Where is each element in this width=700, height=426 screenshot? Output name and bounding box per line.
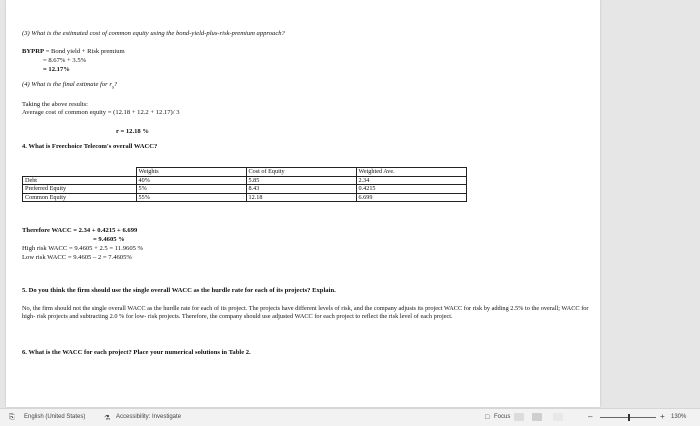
focus-icon: □	[485, 414, 490, 421]
focus-button[interactable]: Focus	[494, 414, 511, 420]
table-header-row	[23, 168, 467, 177]
question-5: 5. Do you think the firm should use the single overall WACC as the hurdle rate for each of its projects? Explain.	[22, 287, 336, 294]
web-layout-icon[interactable]	[553, 413, 563, 421]
table-cell: 8.43	[246, 185, 356, 194]
therefore-wacc-result: = 9.4605 %	[93, 236, 125, 243]
question-6: 6. What is the WACC for each project? Place your numerical solutions in Table 2.	[22, 349, 251, 356]
zoom-in-icon[interactable]: +	[660, 412, 665, 421]
taking-results: Taking the above results:	[22, 101, 89, 108]
average-cost: Average cost of common equity = (12.18 + 12.2 + 12.17)/ 3	[22, 109, 180, 116]
table-header-cell: Cost of Equity	[246, 168, 356, 177]
question-4-text: (4) What is the final estimate for r	[22, 81, 112, 88]
zoom-out-icon[interactable]: –	[588, 412, 593, 421]
accessibility-status[interactable]: Accessibility: Investigate	[116, 414, 182, 420]
r-result: r = 12.18 %	[116, 128, 149, 135]
status-bar	[0, 408, 700, 426]
table-cell: 55%	[136, 193, 246, 202]
accessibility-icon: ⚗	[104, 415, 111, 422]
therefore-wacc: Therefore WACC = 2.34 + 0.4215 + 6.699	[22, 227, 138, 234]
question-4	[22, 81, 117, 92]
table-cell: 0.4215	[356, 185, 466, 194]
table-cell: 6.699	[356, 193, 466, 202]
question-4-subscript: s	[111, 85, 114, 91]
wacc-table	[22, 167, 467, 202]
question-3: (3) What is the estimated cost of common equity using the bond-yield-plus-risk-premium approach?	[22, 30, 285, 37]
low-risk-wacc: Low risk WACC = 9.4605 – 2 = 7.4605%	[22, 254, 132, 261]
byprp-label: BYPRP	[22, 48, 44, 55]
byprp-line-3: = 12.17%	[43, 66, 70, 73]
byprp-line-2: = 8.67% + 3.5%	[43, 57, 87, 64]
table-cell: 12.18	[246, 193, 356, 202]
table-cell: Common Equity	[23, 193, 137, 202]
table-cell: 5.85	[246, 176, 356, 185]
table-cell: 2.34	[356, 176, 466, 185]
question-4-end: ?	[113, 81, 118, 88]
read-mode-icon[interactable]	[514, 413, 524, 421]
answer-5: No, the firm should not the single overall WACC as the hurdle rate for each of its project. The projects have different levels of risk, and the company adjusts its project WACC for risk by adding 2.5% to the overall; WACC for high- risk projects and subtracting 2.0 % for low- risk projects. Therefore, the company should use adjusted WACC for each project to reflect the risk level of each project.	[22, 305, 589, 321]
table-cell: 40%	[136, 176, 246, 185]
table-header-cell: Weighted Ave.	[356, 168, 466, 177]
question-wacc: 4. What is Freechoice Telecom's overall WACC?	[22, 143, 158, 150]
table-header-cell: Weights	[136, 168, 246, 177]
table-row	[23, 193, 467, 202]
proofing-icon[interactable]: ⎘	[9, 414, 15, 421]
table-cell: Preferred Equity	[23, 185, 137, 194]
table-row	[23, 185, 467, 194]
print-layout-icon[interactable]	[532, 413, 542, 421]
language-status[interactable]: English (United States)	[24, 414, 86, 420]
table-cell: Debt	[23, 176, 137, 185]
table-header-cell	[23, 168, 137, 177]
zoom-level[interactable]: 130%	[671, 414, 687, 420]
document-page	[6, 0, 600, 407]
zoom-slider-handle[interactable]	[628, 414, 630, 421]
table-row	[23, 176, 467, 185]
byprp-equation: = Bond yield + Risk premium	[43, 48, 125, 55]
high-risk-wacc: High risk WACC = 9.4605 + 2.5 = 11.9605 %	[22, 245, 144, 252]
byprp-line-1	[22, 48, 125, 56]
table-cell: 5%	[136, 185, 246, 194]
